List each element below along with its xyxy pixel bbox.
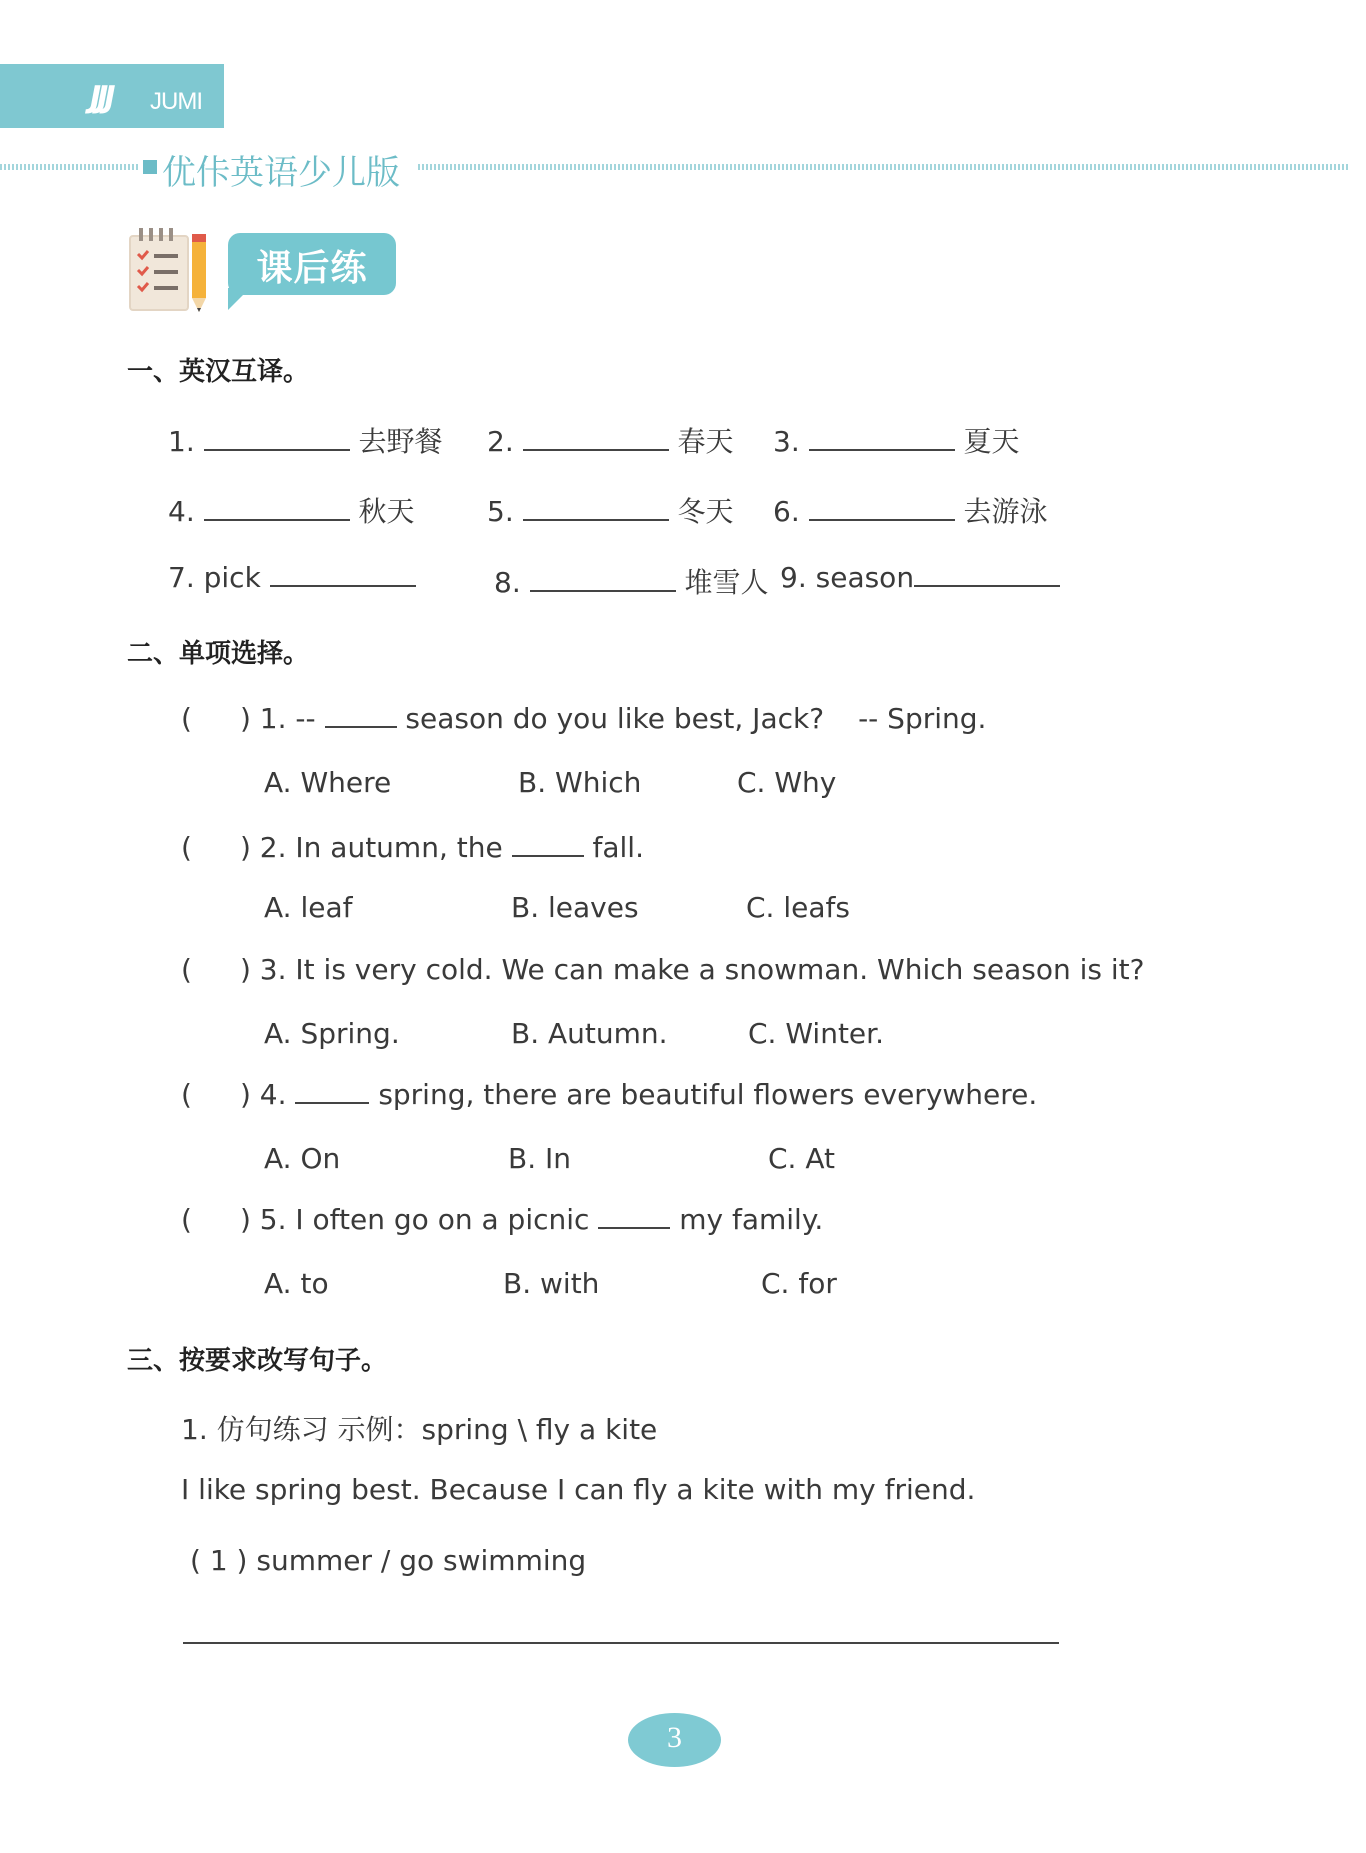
translation-item-7: 7. pick: [168, 561, 416, 594]
translation-item-3: 3. 夏天: [773, 425, 1020, 458]
answer-blank[interactable]: [204, 425, 350, 451]
question-5-option-c[interactable]: C. for: [761, 1267, 837, 1300]
header-divider-right: [418, 164, 1348, 170]
notepad-pencil-icon: [126, 226, 216, 314]
part1-heading: 一、英汉互译。: [127, 357, 310, 387]
translation-item-8: 8. 堆雪人: [494, 566, 769, 599]
question-4: ( ) 4. spring, there are beautiful flowers everywhere.: [181, 1078, 1038, 1111]
question-2-option-a[interactable]: A. leaf: [264, 891, 353, 924]
brand-logo: JJJ: [90, 80, 112, 115]
answer-blank[interactable]: [530, 566, 676, 592]
part3-heading: 三、按要求改写句子。: [127, 1346, 388, 1376]
header-divider-left: [0, 164, 140, 170]
question-2-option-b[interactable]: B. leaves: [511, 891, 639, 924]
answer-blank[interactable]: [914, 561, 1060, 587]
question-4-option-a[interactable]: A. On: [264, 1142, 341, 1175]
question-3: ( ) 3. It is very cold. We can make a snowman. Which season is it?: [181, 953, 1145, 986]
answer-blank[interactable]: [204, 495, 350, 521]
question-3-option-b[interactable]: B. Autumn.: [511, 1017, 668, 1050]
question-2: ( ) 2. In autumn, the fall.: [181, 831, 644, 864]
answer-blank[interactable]: [512, 831, 584, 857]
translation-item-5: 5. 冬天: [487, 495, 734, 528]
question-5-option-a[interactable]: A. to: [264, 1267, 329, 1300]
question-1: ( ) 1. -- season do you like best, Jack? -- Spring.: [181, 702, 987, 735]
page-number: 3: [667, 1721, 682, 1754]
translation-item-2: 2. 春天: [487, 425, 734, 458]
answer-blank[interactable]: [809, 495, 955, 521]
question-5-option-b[interactable]: B. with: [503, 1267, 600, 1300]
series-marker: [143, 160, 157, 174]
section-badge-label: 课后练: [256, 248, 368, 289]
answer-blank[interactable]: [295, 1078, 369, 1104]
answer-blank[interactable]: [325, 702, 397, 728]
part3-example: I like spring best. Because I can fly a kite with my friend.: [181, 1473, 976, 1506]
part3-prompt: ( 1 ) summer / go swimming: [190, 1544, 587, 1577]
answer-line[interactable]: [183, 1642, 1059, 1644]
question-3-option-a[interactable]: A. Spring.: [264, 1017, 400, 1050]
question-3-option-c[interactable]: C. Winter.: [748, 1017, 884, 1050]
brand-name: JUMI: [150, 88, 202, 115]
question-1-option-a[interactable]: A. Where: [264, 766, 392, 799]
translation-item-6: 6. 去游泳: [773, 495, 1048, 528]
question-4-option-b[interactable]: B. In: [508, 1142, 572, 1175]
answer-blank[interactable]: [809, 425, 955, 451]
question-5: ( ) 5. I often go on a picnic my family.: [181, 1203, 824, 1236]
answer-blank[interactable]: [598, 1203, 670, 1229]
part3-instruction: 1. 仿句练习 示例：spring \ fly a kite: [181, 1413, 658, 1446]
translation-item-4: 4. 秋天: [168, 495, 415, 528]
question-1-option-b[interactable]: B. Which: [518, 766, 642, 799]
translation-item-1: 1. 去野餐: [168, 425, 443, 458]
answer-blank[interactable]: [523, 425, 669, 451]
part2-heading: 二、单项选择。: [127, 639, 310, 669]
question-1-option-c[interactable]: C. Why: [737, 766, 837, 799]
question-4-option-c[interactable]: C. At: [768, 1142, 835, 1175]
answer-blank[interactable]: [523, 495, 669, 521]
section-badge-tail: [228, 288, 250, 310]
question-2-option-c[interactable]: C. leafs: [746, 891, 850, 924]
translation-item-9: 9. season: [780, 561, 1060, 594]
series-title: 优佧英语少儿版: [162, 153, 400, 193]
answer-blank[interactable]: [270, 561, 416, 587]
